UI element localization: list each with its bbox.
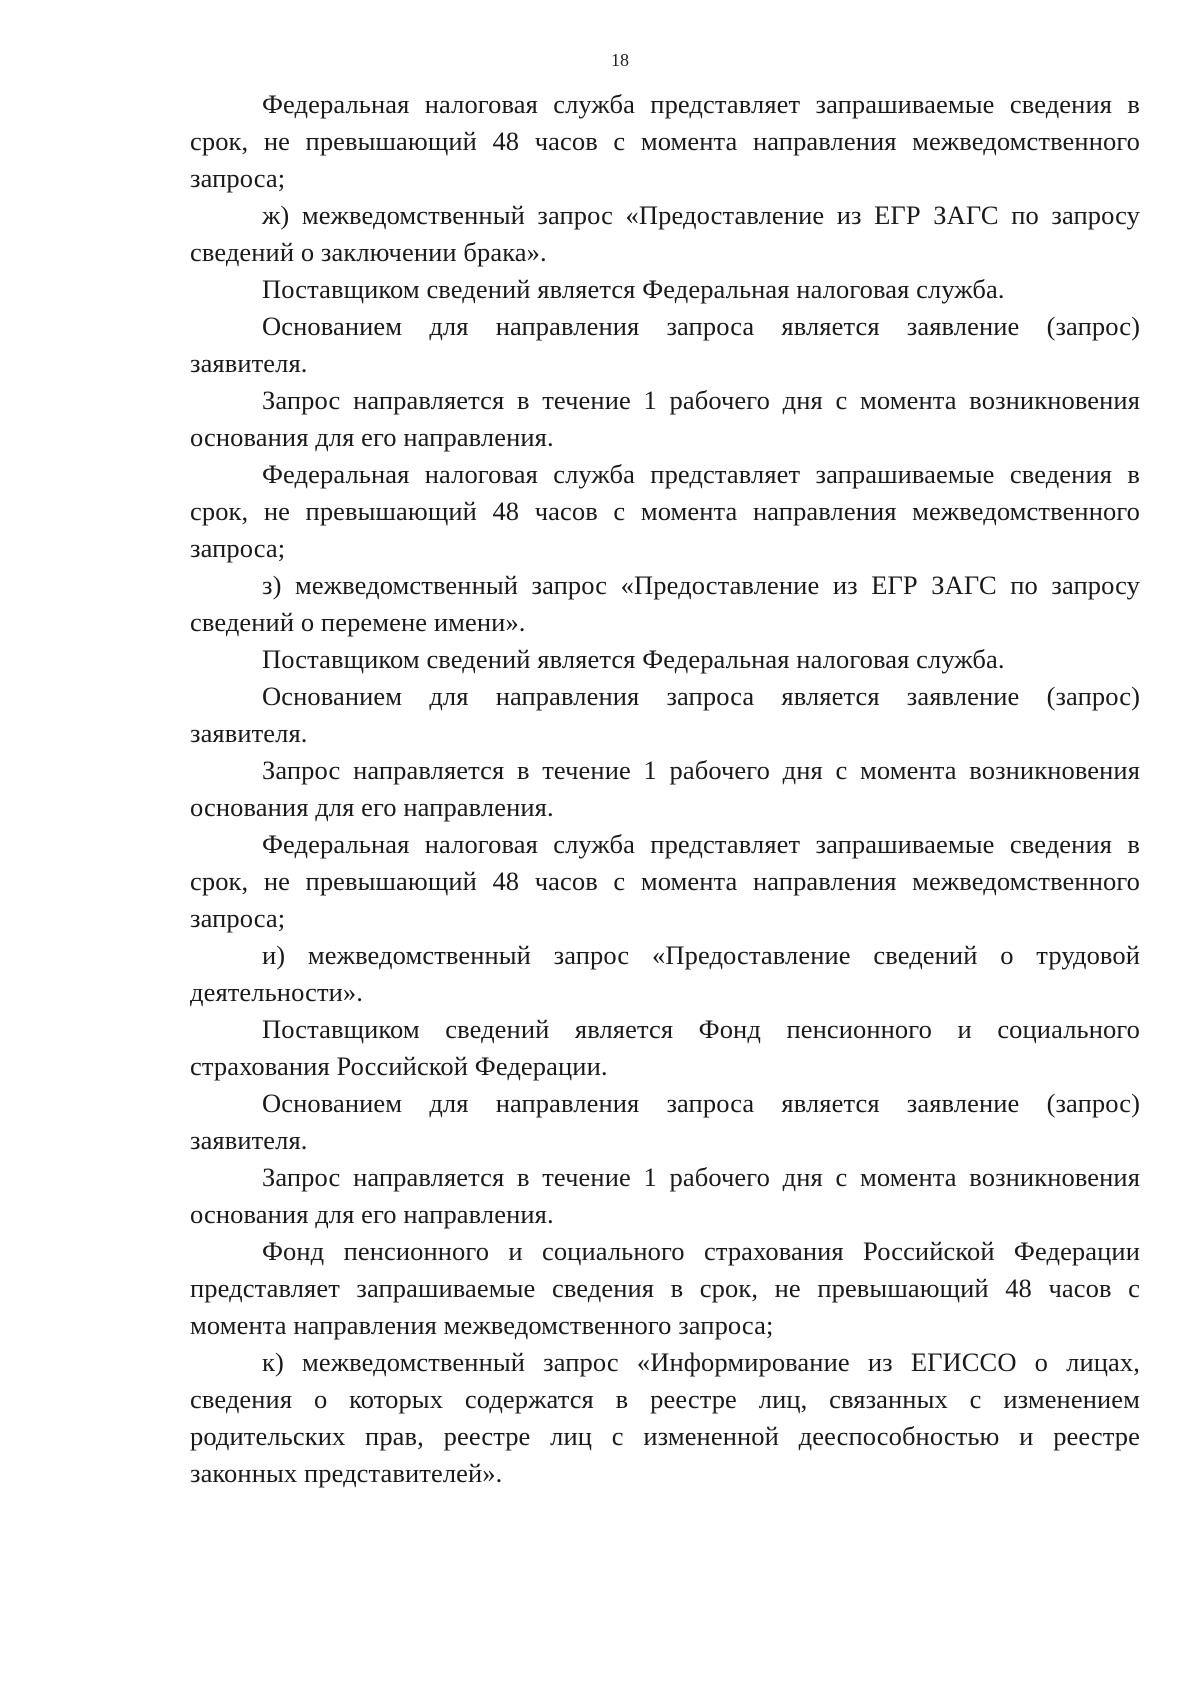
paragraph: Основанием для направления запроса является заявление (запрос) заявителя. bbox=[190, 311, 1140, 378]
paragraph: Федеральная налоговая служба представляет запрашиваемые сведения в срок, не превышающий 48 часов с момента направления межведомственного запроса; bbox=[190, 829, 1140, 933]
paragraph: Запрос направляется в течение 1 рабочего дня с момента возникновения основания для его направления. bbox=[190, 385, 1140, 452]
paragraph: Поставщиком сведений является Федеральная налоговая служба. bbox=[262, 274, 1005, 304]
paragraph: Запрос направляется в течение 1 рабочего дня с момента возникновения основания для его направления. bbox=[190, 755, 1140, 822]
paragraph: ж) межведомственный запрос «Предоставление из ЕГР ЗАГС по запросу сведений о заключении брака». bbox=[190, 200, 1140, 267]
paragraph: Основанием для направления запроса является заявление (запрос) заявителя. bbox=[190, 681, 1140, 748]
paragraph: Федеральная налоговая служба представляет запрашиваемые сведения в срок, не превышающий 48 часов с момента направления межведомственного запроса; bbox=[190, 459, 1140, 563]
paragraph: Фонд пенсионного и социального страхования Российской Федерации представляет запрашиваемые сведения в срок, не превышающий 48 часов с момента направления межведомственного запроса; bbox=[190, 1236, 1140, 1340]
paragraph: Поставщиком сведений является Фонд пенсионного и социального страхования Российской Федерации. bbox=[190, 1014, 1140, 1081]
paragraph: Поставщиком сведений является Федеральная налоговая служба. bbox=[262, 644, 1005, 674]
paragraph: к) межведомственный запрос «Информирование из ЕГИССО о лицах, сведения о которых содержатся в реестре лиц, связанных с изменением родительских прав, реестре лиц с измененной дееспособностью и реестре законных представителей». bbox=[190, 1347, 1140, 1488]
paragraph: и) межведомственный запрос «Предоставление сведений о трудовой деятельности». bbox=[190, 940, 1140, 1007]
paragraph: Основанием для направления запроса является заявление (запрос) заявителя. bbox=[190, 1088, 1140, 1155]
paragraph: з) межведомственный запрос «Предоставление из ЕГР ЗАГС по запросу сведений о перемене имени». bbox=[190, 570, 1140, 637]
page-number: 18 bbox=[611, 50, 629, 70]
paragraph: Федеральная налоговая служба представляет запрашиваемые сведения в срок, не превышающий 48 часов с момента направления межведомственного запроса; bbox=[190, 89, 1140, 193]
paragraph: Запрос направляется в течение 1 рабочего дня с момента возникновения основания для его направления. bbox=[190, 1162, 1140, 1229]
document-body bbox=[190, 86, 1140, 1492]
